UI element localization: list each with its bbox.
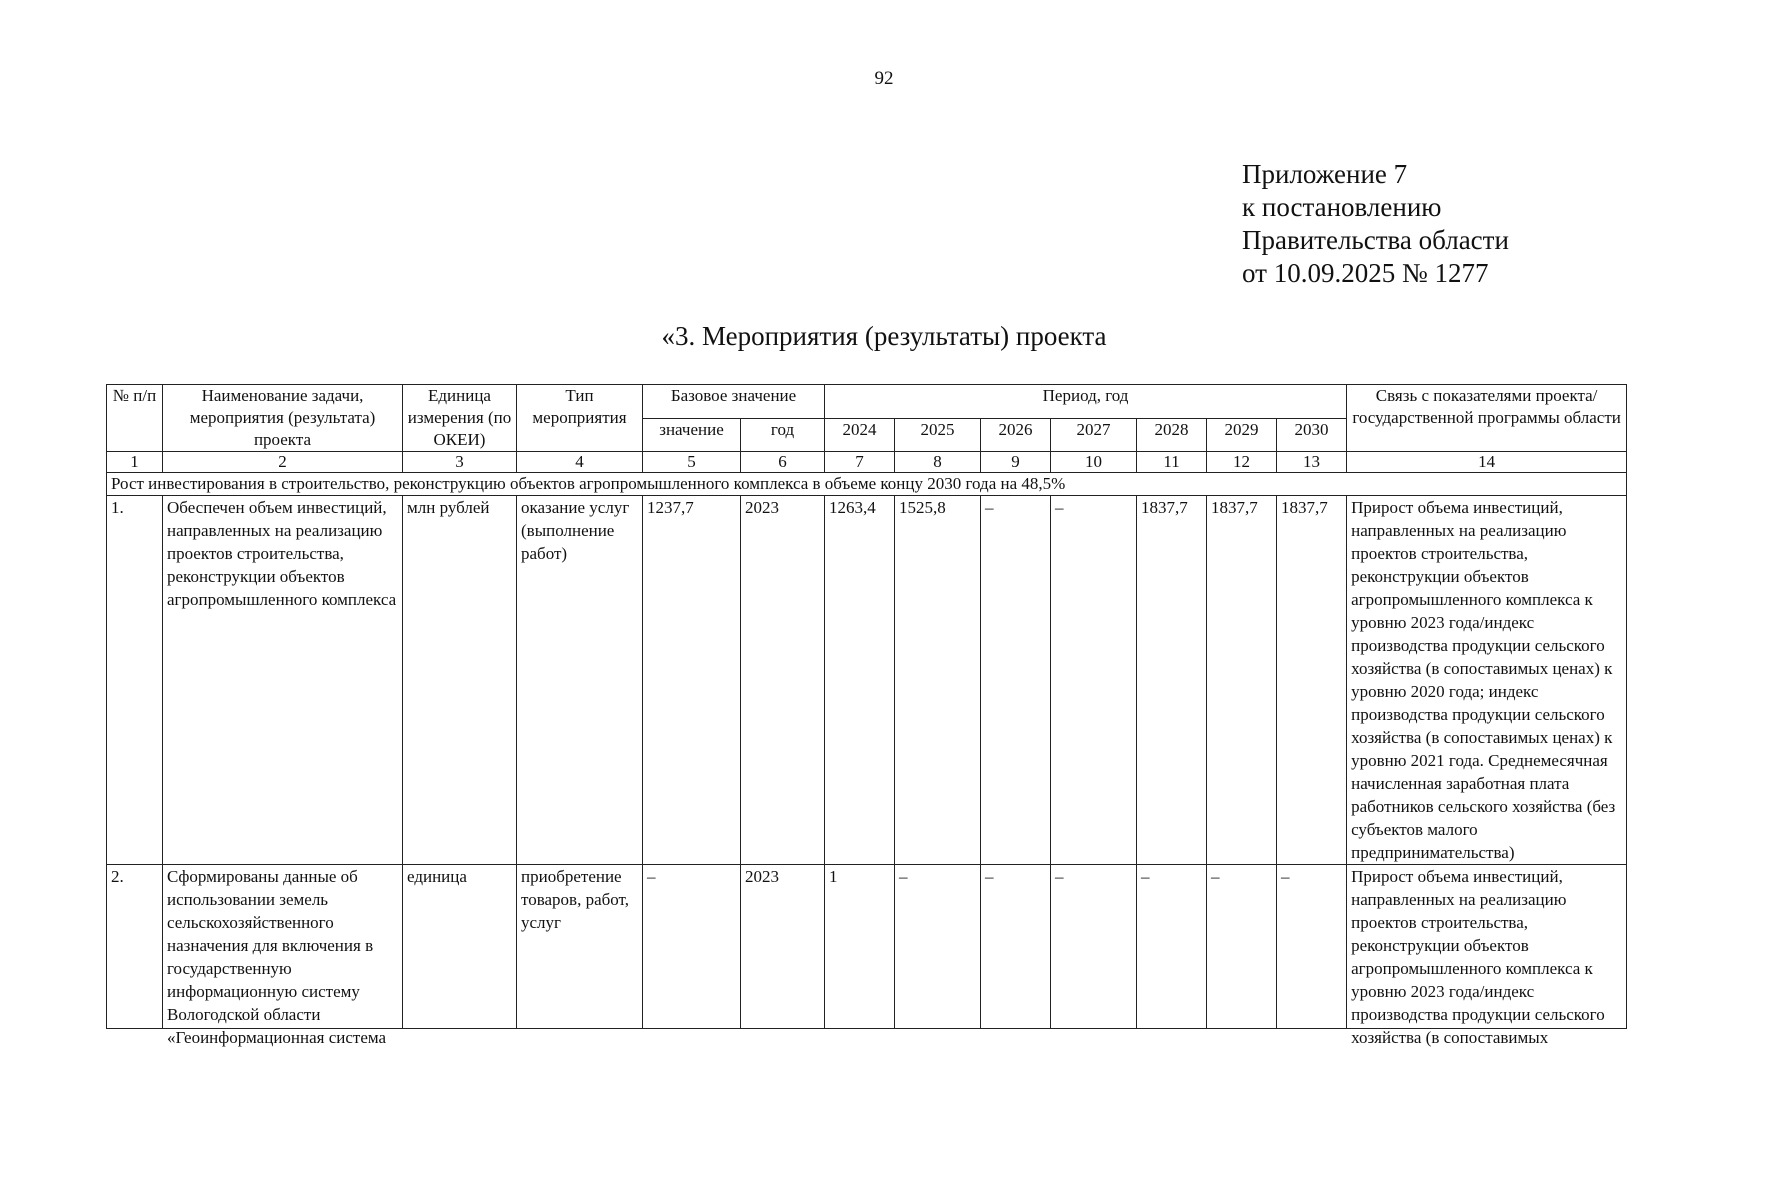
row-year-value: – xyxy=(981,496,1051,865)
goal-row xyxy=(107,473,1627,496)
header-year: 2026 xyxy=(981,418,1051,452)
row-year-value: – xyxy=(1207,865,1277,1029)
appendix-line: Правительства области xyxy=(1242,225,1509,255)
header-year: 2028 xyxy=(1137,418,1207,452)
section-title: «3. Мероприятия (результаты) проекта xyxy=(661,321,1107,351)
row-unit: единица xyxy=(403,865,517,1029)
appendix-line: к постановлению xyxy=(1242,192,1442,222)
column-number: 14 xyxy=(1347,452,1627,473)
row-unit: млн рублей xyxy=(403,496,517,865)
row-num: 1. xyxy=(107,496,163,865)
column-number: 7 xyxy=(825,452,895,473)
header-link: Связь с показателями проекта/государственной программы области xyxy=(1347,385,1627,452)
header-year: 2030 xyxy=(1277,418,1347,452)
page-number: 92 xyxy=(874,68,894,89)
row-base-year: 2023 xyxy=(741,496,825,865)
row-base-year: 2023 xyxy=(741,865,825,1029)
column-number: 4 xyxy=(517,452,643,473)
row-year-value: 1837,7 xyxy=(1207,496,1277,865)
column-number: 5 xyxy=(643,452,741,473)
header-type: Тип мероприятия xyxy=(517,385,643,452)
header-base-value: значение xyxy=(643,418,741,452)
row-year-value: 1837,7 xyxy=(1277,496,1347,865)
row-name-cell xyxy=(163,865,403,1047)
appendix-block xyxy=(1242,158,1509,290)
table-row xyxy=(107,865,1627,1029)
row-year-value: – xyxy=(1051,865,1137,1029)
appendix-line: Приложение 7 xyxy=(1242,159,1408,189)
column-number: 10 xyxy=(1051,452,1137,473)
row-name: Обеспечен объем инвестиций, направленных на реализацию проектов строительства, реконструкции объектов агропромышленного комплекса xyxy=(163,496,403,865)
column-number: 12 xyxy=(1207,452,1277,473)
header-row xyxy=(107,385,1627,419)
header-base-year: год xyxy=(741,418,825,452)
table-row xyxy=(107,496,1627,865)
goal-text: Рост инвестирования в строительство, реконструкцию объектов агропромышленного комплекса в объеме концу 2030 года на 48,5% xyxy=(107,473,1627,496)
row-link-cell xyxy=(1347,865,1627,1047)
column-number: 2 xyxy=(163,452,403,473)
header-year: 2027 xyxy=(1051,418,1137,452)
header-num: № п/п xyxy=(107,385,163,452)
row-year-value: – xyxy=(1137,865,1207,1029)
header-year: 2024 xyxy=(825,418,895,452)
row-year-value: 1 xyxy=(825,865,895,1029)
header-name: Наименование задачи, мероприятия (результата) проекта xyxy=(163,385,403,452)
column-number-row xyxy=(107,452,1627,473)
row-num: 2. xyxy=(107,865,163,1029)
row-link: Прирост объема инвестиций, направленных на реализацию проектов строительства, реконструкции объектов агропромышленного комплекса к уровню 2023 года/индекс производства продукции сельского хозяйства (в сопоставимых ценах) к уровню 2020 года; индекс производства продукции сельского хозяйства (в сопоставимых ценах) к уровню 2021 года. Среднемесячная начисленная заработная плата работников сельского хозяйства (без субъектов малого предпринимательства) xyxy=(1347,496,1627,865)
appendix-line: от 10.09.2025 № 1277 xyxy=(1242,258,1489,288)
row-year-value: 1263,4 xyxy=(825,496,895,865)
column-number: 13 xyxy=(1277,452,1347,473)
row-year-value: – xyxy=(895,865,981,1029)
row-year-value: – xyxy=(1277,865,1347,1029)
row-type: приобретение товаров, работ, услуг xyxy=(517,865,643,1029)
row-year-value: 1525,8 xyxy=(895,496,981,865)
column-number: 6 xyxy=(741,452,825,473)
header-year: 2029 xyxy=(1207,418,1277,452)
row-base-value: – xyxy=(643,865,741,1029)
row-year-value: 1837,7 xyxy=(1137,496,1207,865)
column-number: 9 xyxy=(981,452,1051,473)
row-year-value: – xyxy=(1051,496,1137,865)
column-number: 1 xyxy=(107,452,163,473)
row-link: Прирост объема инвестиций, направленных на реализацию проектов строительства, реконструкции объектов агропромышленного комплекса к уровню 2023 года/индекс производства продукции сельского хозяйства (в сопоставимых xyxy=(1351,867,1605,1047)
header-period: Период, год xyxy=(825,385,1347,419)
events-table xyxy=(106,384,1627,1047)
header-year: 2025 xyxy=(895,418,981,452)
header-base: Базовое значение xyxy=(643,385,825,419)
column-number: 8 xyxy=(895,452,981,473)
column-number: 11 xyxy=(1137,452,1207,473)
header-unit: Единица измерения (по ОКЕИ) xyxy=(403,385,517,452)
row-base-value: 1237,7 xyxy=(643,496,741,865)
column-number: 3 xyxy=(403,452,517,473)
row-name: Сформированы данные об использовании земель сельскохозяйственного назначения для включения в государственную информационную систему Вологодской области «Геоинформационная система xyxy=(167,867,387,1047)
row-year-value: – xyxy=(981,865,1051,1029)
row-type: оказание услуг (выполнение работ) xyxy=(517,496,643,865)
